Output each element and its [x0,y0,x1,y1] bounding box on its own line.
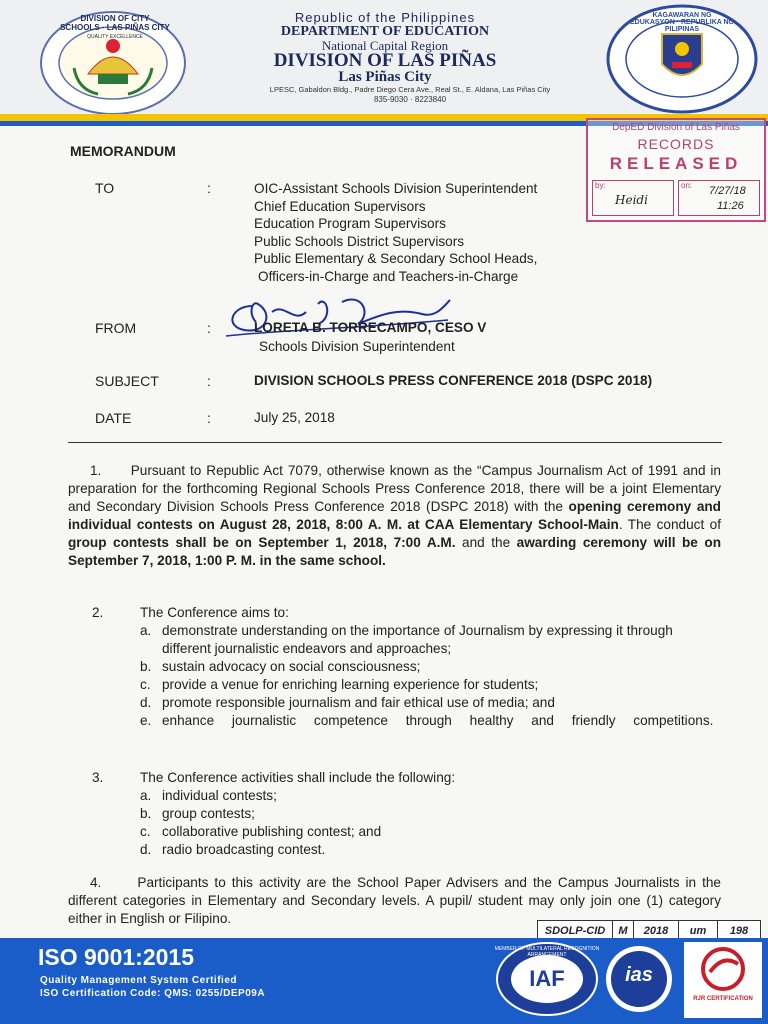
stamp-by-value: Heidi [615,193,648,207]
list-letter: b. [140,806,152,821]
records-released-stamp [586,118,766,222]
date-text: July 25, 2018 [254,410,335,425]
list-letter: d. [140,695,152,710]
ref-code: SDOLP-CID [538,921,613,941]
list-letter: b. [140,659,152,674]
rjr-text: RJR CERTIFICATION [693,996,753,1002]
list-item: demonstrate understanding on the importance of Journalism by expressing it through different journalistic endeavors and approaches; [162,623,673,656]
recipient-line: Public Elementary & Secondary School Heads, [254,251,538,266]
address-line: LPESC, Gabaldon Bldg., Padre Diego Cera Ave., Real St., E. Aldana, Las Piñas City [269,85,551,94]
p1-text-c: and the [455,535,517,550]
subject-text: DIVISION SCHOOLS PRESS CONFERENCE 2018 (DSPC 2018) [254,373,653,388]
ref-number: 198 [729,925,749,937]
stamp-line1: DepED Division of Las Piñas [612,122,740,133]
list-letter: e. [140,713,152,728]
division-line: DIVISION OF LAS PIÑAS [273,50,497,71]
list-letter: c. [140,677,151,692]
memo-title: MEMORANDUM [70,143,176,159]
ref-year: 2018 [634,921,679,941]
list-item: radio broadcasting contest. [162,842,326,857]
rjr-logo [684,942,762,1018]
seal-left-label: DIVISION OF CITY SCHOOLS · LAS PIÑAS CITY [60,14,170,32]
ref-initials: um [679,921,718,941]
stamp-on-label: on: [681,181,693,190]
date-colon: : [207,410,211,426]
p1-number: 1. [90,463,102,478]
subject-label: SUBJECT [95,373,159,389]
iso-line2: ISO Certification Code: QMS: 0255/DEP09A [40,988,266,999]
p1-bold-c: awarding ceremony will be on September 7, 2018, 1:00 P. M. in the same school. [68,535,721,568]
recipient-line: Public Schools District Supervisors [254,233,465,249]
date-label: DATE [95,410,132,426]
seal-left-inner: QUALITY EXCELLENCE [87,34,143,40]
p1-bold-a: opening ceremony and individual contests on August 28, 2018, 8:00 A. M. at CAA Elementary School-Main [68,499,721,532]
header-divider [68,442,722,443]
region-line: National Capital Region [321,38,449,53]
p4-number: 4. [90,875,102,890]
stamp-date: 7/27/18 [709,185,746,197]
p1-text-b: . The conduct of [618,517,722,532]
list-item: group contests; [162,806,255,821]
seal-right-label: KAGAWARAN NG EDUKASYON · REPUBLIKA NG PILIPINAS [630,12,734,33]
recipient-line: Education Program Supervisors [254,216,446,231]
iaf-text: IAF [529,966,565,991]
ref-mark: M [613,921,634,941]
ias-text: ias [625,964,653,986]
list-item: collaborative publishing contest; and [162,824,382,839]
recipient-line: OIC-Assistant Schools Division Superintendent [254,181,538,196]
letterhead [0,0,768,122]
from-name: LORETA B. TORRECAMPO, CESO V [254,320,487,335]
p1-text-a: Pursuant to Republic Act 7079, otherwise known as the “Campus Journalism Act of 1991 and in preparation for the forthcoming Regional Schools Press Conference 2018, there will be a joint Elementary and Secondary Division Schools Press Conference 2018 (DSPC 2018) with the [68,463,721,514]
list-item: promote responsible journalism and fair ethical use of media; and [162,695,555,710]
list-item: provide a venue for enriching learning experience for students; [162,677,539,692]
stamp-time: 11:26 [717,200,744,212]
to-colon: : [207,180,211,196]
republic-line: Republic of the Philippines [294,10,476,25]
signature-image [222,284,462,346]
p4-text: Participants to this activity are the School Paper Advisers and the Campus Journalists in the different categories in Elementary and Secondary levels. A pupil/ student may only join one (1) category either in English or Filipino. [68,875,721,926]
list-item: sustain advocacy on social consciousness; [162,659,421,674]
p2-intro: The Conference aims to: [140,605,289,620]
stamp-by-box [592,180,674,216]
p2-number: 2. [92,605,104,620]
rjr-emblem-icon [700,946,746,992]
list-letter: d. [140,842,152,857]
footer-banner [0,938,768,1024]
iaf-ring-text: MEMBER OF MULTILATERAL RECOGNITION ARRANGEMENT [494,946,600,958]
from-colon: : [207,320,211,336]
list-item: individual contests; [162,788,277,803]
subject-colon: : [207,373,211,389]
p1-bold-b: group contests shall be on September 1, 2018, 7:00 A.M. [68,535,456,550]
list-letter: a. [140,623,152,638]
stamp-on-box [678,180,760,216]
from-title: Schools Division Superintendent [259,339,455,354]
to-label: TO [95,180,115,196]
to-recipients [254,180,537,285]
iso-line1: Quality Management System Certified [40,975,237,986]
recipient-line: Chief Education Supervisors [254,198,426,214]
list-letter: a. [140,788,152,803]
p3-number: 3. [92,770,104,785]
city-line: Las Piñas City [338,69,432,85]
stamp-line2: RECORDS [637,136,715,152]
stamp-line3: RELEASED [609,154,743,173]
from-label: FROM [95,320,137,336]
stamp-by-label: by: [595,181,606,190]
list-item: enhance journalistic competence through healthy and friendly competitions. [162,713,714,728]
paragraph-1 [68,462,721,570]
p3-intro: The Conference activities shall include the following: [140,770,456,785]
list-letter: c. [140,824,151,839]
department-line: DEPARTMENT OF EDUCATION [280,24,490,39]
iso-title: ISO 9001:2015 [38,944,195,970]
phone-line: 835-9030 · 8223840 [373,95,447,104]
recipient-line: Officers-in-Charge and Teachers-in-Charge [258,268,519,284]
